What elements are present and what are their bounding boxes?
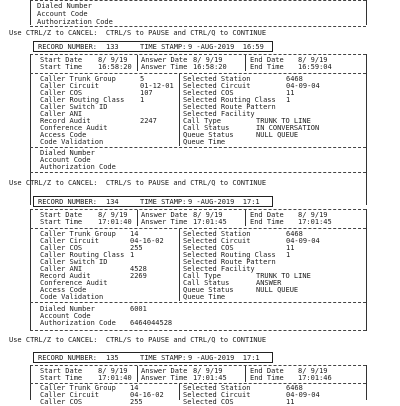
record-134-timestamp: 9 -AUG-2019 17:1 — [188, 198, 260, 206]
record-135-left-value-1: 04-16-02 — [130, 391, 164, 399]
top-dialed-number-label: Dialed Number — [37, 2, 92, 10]
record-134-right-label-3: Selected Routing Class — [183, 251, 276, 259]
record-134-start-time: 17:01:40 — [98, 218, 132, 226]
record-133-answer-time-label: Answer Time — [141, 63, 188, 71]
record-133-right-value-7: IN CONVERSATION — [256, 124, 320, 132]
record-133-col-sep-2 — [245, 55, 246, 71]
record-134-bottom-label-1: Account Code — [40, 312, 91, 320]
record-133-right-label-9: Queue Time — [183, 138, 226, 146]
record-134-end-time: 17:01:45 — [298, 218, 332, 226]
record-134-left-value-1: 04-16-02 — [130, 237, 164, 245]
record-134-start-time-label: Start Time — [40, 218, 83, 226]
record-134-right-border — [366, 209, 367, 331]
record-134-end-time-label: End Time — [250, 218, 284, 226]
record-133-bottom-label-2: Authorization Code — [40, 163, 116, 171]
record-134-start-date-label: Start Date — [40, 211, 83, 219]
record-133-right-label-6: Call Type — [183, 117, 221, 125]
record-135-start-time-label: Start Time — [40, 374, 83, 382]
record-133-end-date-label: End Date — [250, 56, 284, 64]
record-133-answer-date-label: Answer Date — [141, 56, 188, 64]
record-135-right-value-1: 04-09-04 — [286, 391, 320, 399]
record-135-right-value-0: 6468 — [286, 384, 303, 392]
record-134-right-label-5: Selected Facility — [183, 265, 255, 273]
record-135-left-label-1: Caller Circuit — [40, 391, 100, 399]
top-authorization-code-label: Authorization Code — [37, 18, 113, 26]
record-134-right-label-8: Queue Status — [183, 286, 234, 294]
record-133-left-label-9: Code Validation — [40, 138, 104, 146]
record-134-left-label-7: Conference Audit — [40, 279, 108, 287]
record-133-top-border — [30, 54, 366, 55]
record-133-end-time: 16:59:04 — [298, 63, 332, 71]
record-134-left-label-9: Code Validation — [40, 293, 104, 301]
record-135-left-label-0: Caller Trunk Group — [40, 384, 116, 392]
record-134-right-label-2: Selected COS — [183, 244, 234, 252]
record-133-left-label-5: Caller ANI — [40, 110, 83, 118]
record-133-answer-time: 16:58:20 — [193, 63, 227, 71]
record-133-start-date-label: Start Date — [40, 56, 83, 64]
record-133-left-value-0: 5 — [140, 75, 145, 83]
record-133-left-label-0: Caller Trunk Group — [40, 75, 116, 83]
record-133-right-border — [366, 54, 367, 205]
record-134-right-value-2: 11 — [286, 244, 295, 252]
record-134-right-label-9: Queue Time — [183, 293, 226, 301]
record-134-bottom-border — [30, 330, 366, 331]
record-133-right-value-1: 04-09-04 — [286, 82, 320, 90]
record-134-right-value-7: ANSWER — [256, 279, 282, 287]
record-134-right-label-6: Call Type — [183, 272, 221, 280]
record-134-right-value-3: 1 — [286, 251, 291, 259]
record-134-left-label-5: Caller ANI — [40, 265, 83, 273]
record-133-right-label-5: Selected Facility — [183, 110, 255, 118]
record-134-control-line: Use CTRL/Z to CANCEL: CTRL/S to PAUSE and CTRL/Q to CONTINUE — [9, 336, 267, 344]
record-135-mid-sep — [179, 384, 180, 400]
record-133-number-label: RECORD NUMBER: — [38, 43, 98, 51]
record-135-timestamp-label: TIME STAMP: — [140, 354, 187, 362]
record-134-left-value-6: 2269 — [130, 272, 147, 280]
top-right-border — [366, 0, 367, 25]
record-135-right-label-1: Selected Circuit — [183, 391, 251, 399]
record-135-end-date-label: End Date — [250, 367, 284, 375]
record-134-divider-1 — [30, 228, 366, 229]
record-134-timestamp-label: TIME STAMP: — [140, 198, 187, 206]
record-135-answer-time-label: Answer Time — [141, 374, 188, 382]
record-135-col-sep-2 — [245, 366, 246, 382]
record-135-end-date: 8/ 9/19 — [298, 367, 328, 375]
record-134-bottom-value-2: 6464044528 — [130, 319, 173, 327]
record-134-right-value-8: NULL QUEUE — [256, 286, 299, 294]
record-133-right-label-7: Call Status — [183, 124, 230, 132]
record-135-right-label-0: Selected Station — [183, 384, 251, 392]
record-133-bottom-label-0: Dialed Number — [40, 149, 95, 157]
record-134-right-value-1: 04-09-04 — [286, 237, 320, 245]
record-133-divider-1 — [30, 73, 366, 74]
record-133-left-label-4: Caller Switch ID — [40, 103, 108, 111]
record-134-right-label-7: Call Status — [183, 279, 230, 287]
record-133-col-sep-1 — [137, 55, 138, 71]
record-134-left-label-4: Caller Switch ID — [40, 258, 108, 266]
record-133-start-date: 8/ 9/19 — [98, 56, 128, 64]
record-134-divider-2 — [30, 302, 366, 303]
record-134-left-value-2: 255 — [130, 244, 143, 252]
record-135-end-time-label: End Time — [250, 374, 284, 382]
record-133-right-value-6: TRUNK TO LINE — [256, 117, 311, 125]
record-134-left-label-0: Caller Trunk Group — [40, 230, 116, 238]
record-133-start-time: 16:58:20 — [98, 63, 132, 71]
record-135-answer-time: 17:01:45 — [193, 374, 227, 382]
record-135-right-border — [366, 365, 367, 400]
record-134-left-label-1: Caller Circuit — [40, 237, 100, 245]
record-134-number: 134 — [106, 198, 119, 206]
record-135-answer-date-label: Answer Date — [141, 367, 188, 375]
top-dashed-border-bottom — [30, 26, 366, 27]
record-134-bottom-value-0: 6001 — [130, 305, 147, 313]
record-135-col-sep-1 — [137, 366, 138, 382]
record-133-bottom-border — [30, 172, 366, 173]
record-135-number-label: RECORD NUMBER: — [38, 354, 98, 362]
record-134-left-label-3: Caller Routing Class — [40, 251, 125, 259]
record-134-bottom-label-2: Authorization Code — [40, 319, 116, 327]
record-133-left-value-3: 1 — [140, 96, 145, 104]
record-134-left-label-6: Record Audit — [40, 272, 91, 280]
record-134-left-label-8: Access Code — [40, 286, 87, 294]
record-133-left-label-6: Record Audit — [40, 117, 91, 125]
record-133-right-label-3: Selected Routing Class — [183, 96, 276, 104]
record-133-right-label-1: Selected Circuit — [183, 82, 251, 90]
record-134-right-label-0: Selected Station — [183, 230, 251, 238]
record-133-bottom-label-1: Account Code — [40, 156, 91, 164]
record-134-answer-date-label: Answer Date — [141, 211, 188, 219]
record-135-answer-date: 8/ 9/19 — [193, 367, 223, 375]
top-control-line: Use CTRL/Z to CANCEL: CTRL/S to PAUSE and CTRL/Q to CONTINUE — [9, 29, 267, 37]
record-133-answer-date: 8/ 9/19 — [193, 56, 223, 64]
record-134-right-label-4: Selected Route Pattern — [183, 258, 276, 266]
record-133-end-time-label: End Time — [250, 63, 284, 71]
record-134-end-date-label: End Date — [250, 211, 284, 219]
record-133-start-time-label: Start Time — [40, 63, 83, 71]
record-134-col-sep-2 — [245, 210, 246, 226]
record-133-left-label-7: Conference Audit — [40, 124, 108, 132]
record-133-mid-sep — [179, 74, 180, 146]
record-135-left-label-2: Caller COS — [40, 398, 83, 406]
record-134-right-value-6: TRUNK TO LINE — [256, 272, 311, 280]
record-134-answer-date: 8/ 9/19 — [193, 211, 223, 219]
record-133-left-label-8: Access Code — [40, 131, 87, 139]
record-134-bottom-label-0: Dialed Number — [40, 305, 95, 313]
record-134-answer-time: 17:01:45 — [193, 218, 227, 226]
record-135-end-time: 17:01:46 — [298, 374, 332, 382]
record-133-divider-2 — [30, 147, 366, 148]
record-135-start-date-label: Start Date — [40, 367, 83, 375]
record-135-number: 135 — [106, 354, 119, 362]
record-135-timestamp: 9 -AUG-2019 17:1 — [188, 354, 260, 362]
record-133-right-value-0: 6468 — [286, 75, 303, 83]
record-133-left-label-2: Caller COS — [40, 89, 83, 97]
record-133-right-label-8: Queue Status — [183, 131, 234, 139]
record-133-left-label-1: Caller Circuit — [40, 82, 100, 90]
record-135-right-value-2: 11 — [286, 398, 295, 406]
record-134-number-label: RECORD NUMBER: — [38, 198, 98, 206]
record-133-number: 133 — [106, 43, 119, 51]
record-135-start-time: 17:01:40 — [98, 374, 132, 382]
record-134-col-sep-1 — [137, 210, 138, 226]
record-135-left-value-0: 14 — [130, 384, 139, 392]
record-134-left-value-3: 1 — [130, 251, 135, 259]
record-134-end-date: 8/ 9/19 — [298, 211, 328, 219]
record-133-right-label-4: Selected Route Pattern — [183, 103, 276, 111]
record-133-left-value-2: 107 — [140, 89, 153, 97]
record-133-left-label-3: Caller Routing Class — [40, 96, 125, 104]
top-left-border — [30, 0, 31, 25]
record-134-answer-time-label: Answer Time — [141, 218, 188, 226]
record-133-right-label-2: Selected COS — [183, 89, 234, 97]
record-133-control-line: Use CTRL/Z to CANCEL: CTRL/S to PAUSE and CTRL/Q to CONTINUE — [9, 179, 267, 187]
record-133-left-value-5: 2247 — [140, 117, 157, 125]
record-135-left-value-2: 255 — [130, 398, 143, 406]
record-133-timestamp: 9 -AUG-2019 16:59 — [188, 43, 264, 51]
record-133-end-date: 8/ 9/19 — [298, 56, 328, 64]
record-133-right-label-0: Selected Station — [183, 75, 251, 83]
top-dashed-border-right — [30, 0, 366, 1]
top-account-code-label: Account Code — [37, 10, 88, 18]
record-134-start-date: 8/ 9/19 — [98, 211, 128, 219]
record-135-right-label-2: Selected COS — [183, 398, 234, 406]
record-134-right-value-0: 6468 — [286, 230, 303, 238]
record-133-right-value-8: NULL QUEUE — [256, 131, 299, 139]
record-134-top-border — [30, 209, 366, 210]
record-134-left-label-2: Caller COS — [40, 244, 83, 252]
record-135-start-date: 8/ 9/19 — [98, 367, 128, 375]
record-133-left-value-1: 01-12-01 — [140, 82, 174, 90]
record-134-left-value-5: 4528 — [130, 265, 147, 273]
record-134-right-label-1: Selected Circuit — [183, 237, 251, 245]
record-133-right-value-3: 1 — [286, 96, 291, 104]
record-134-mid-sep — [179, 229, 180, 301]
record-135-top-border — [30, 365, 366, 366]
record-134-left-value-0: 14 — [130, 230, 139, 238]
record-133-right-value-2: 11 — [286, 89, 295, 97]
record-133-timestamp-label: TIME STAMP: — [140, 43, 187, 51]
